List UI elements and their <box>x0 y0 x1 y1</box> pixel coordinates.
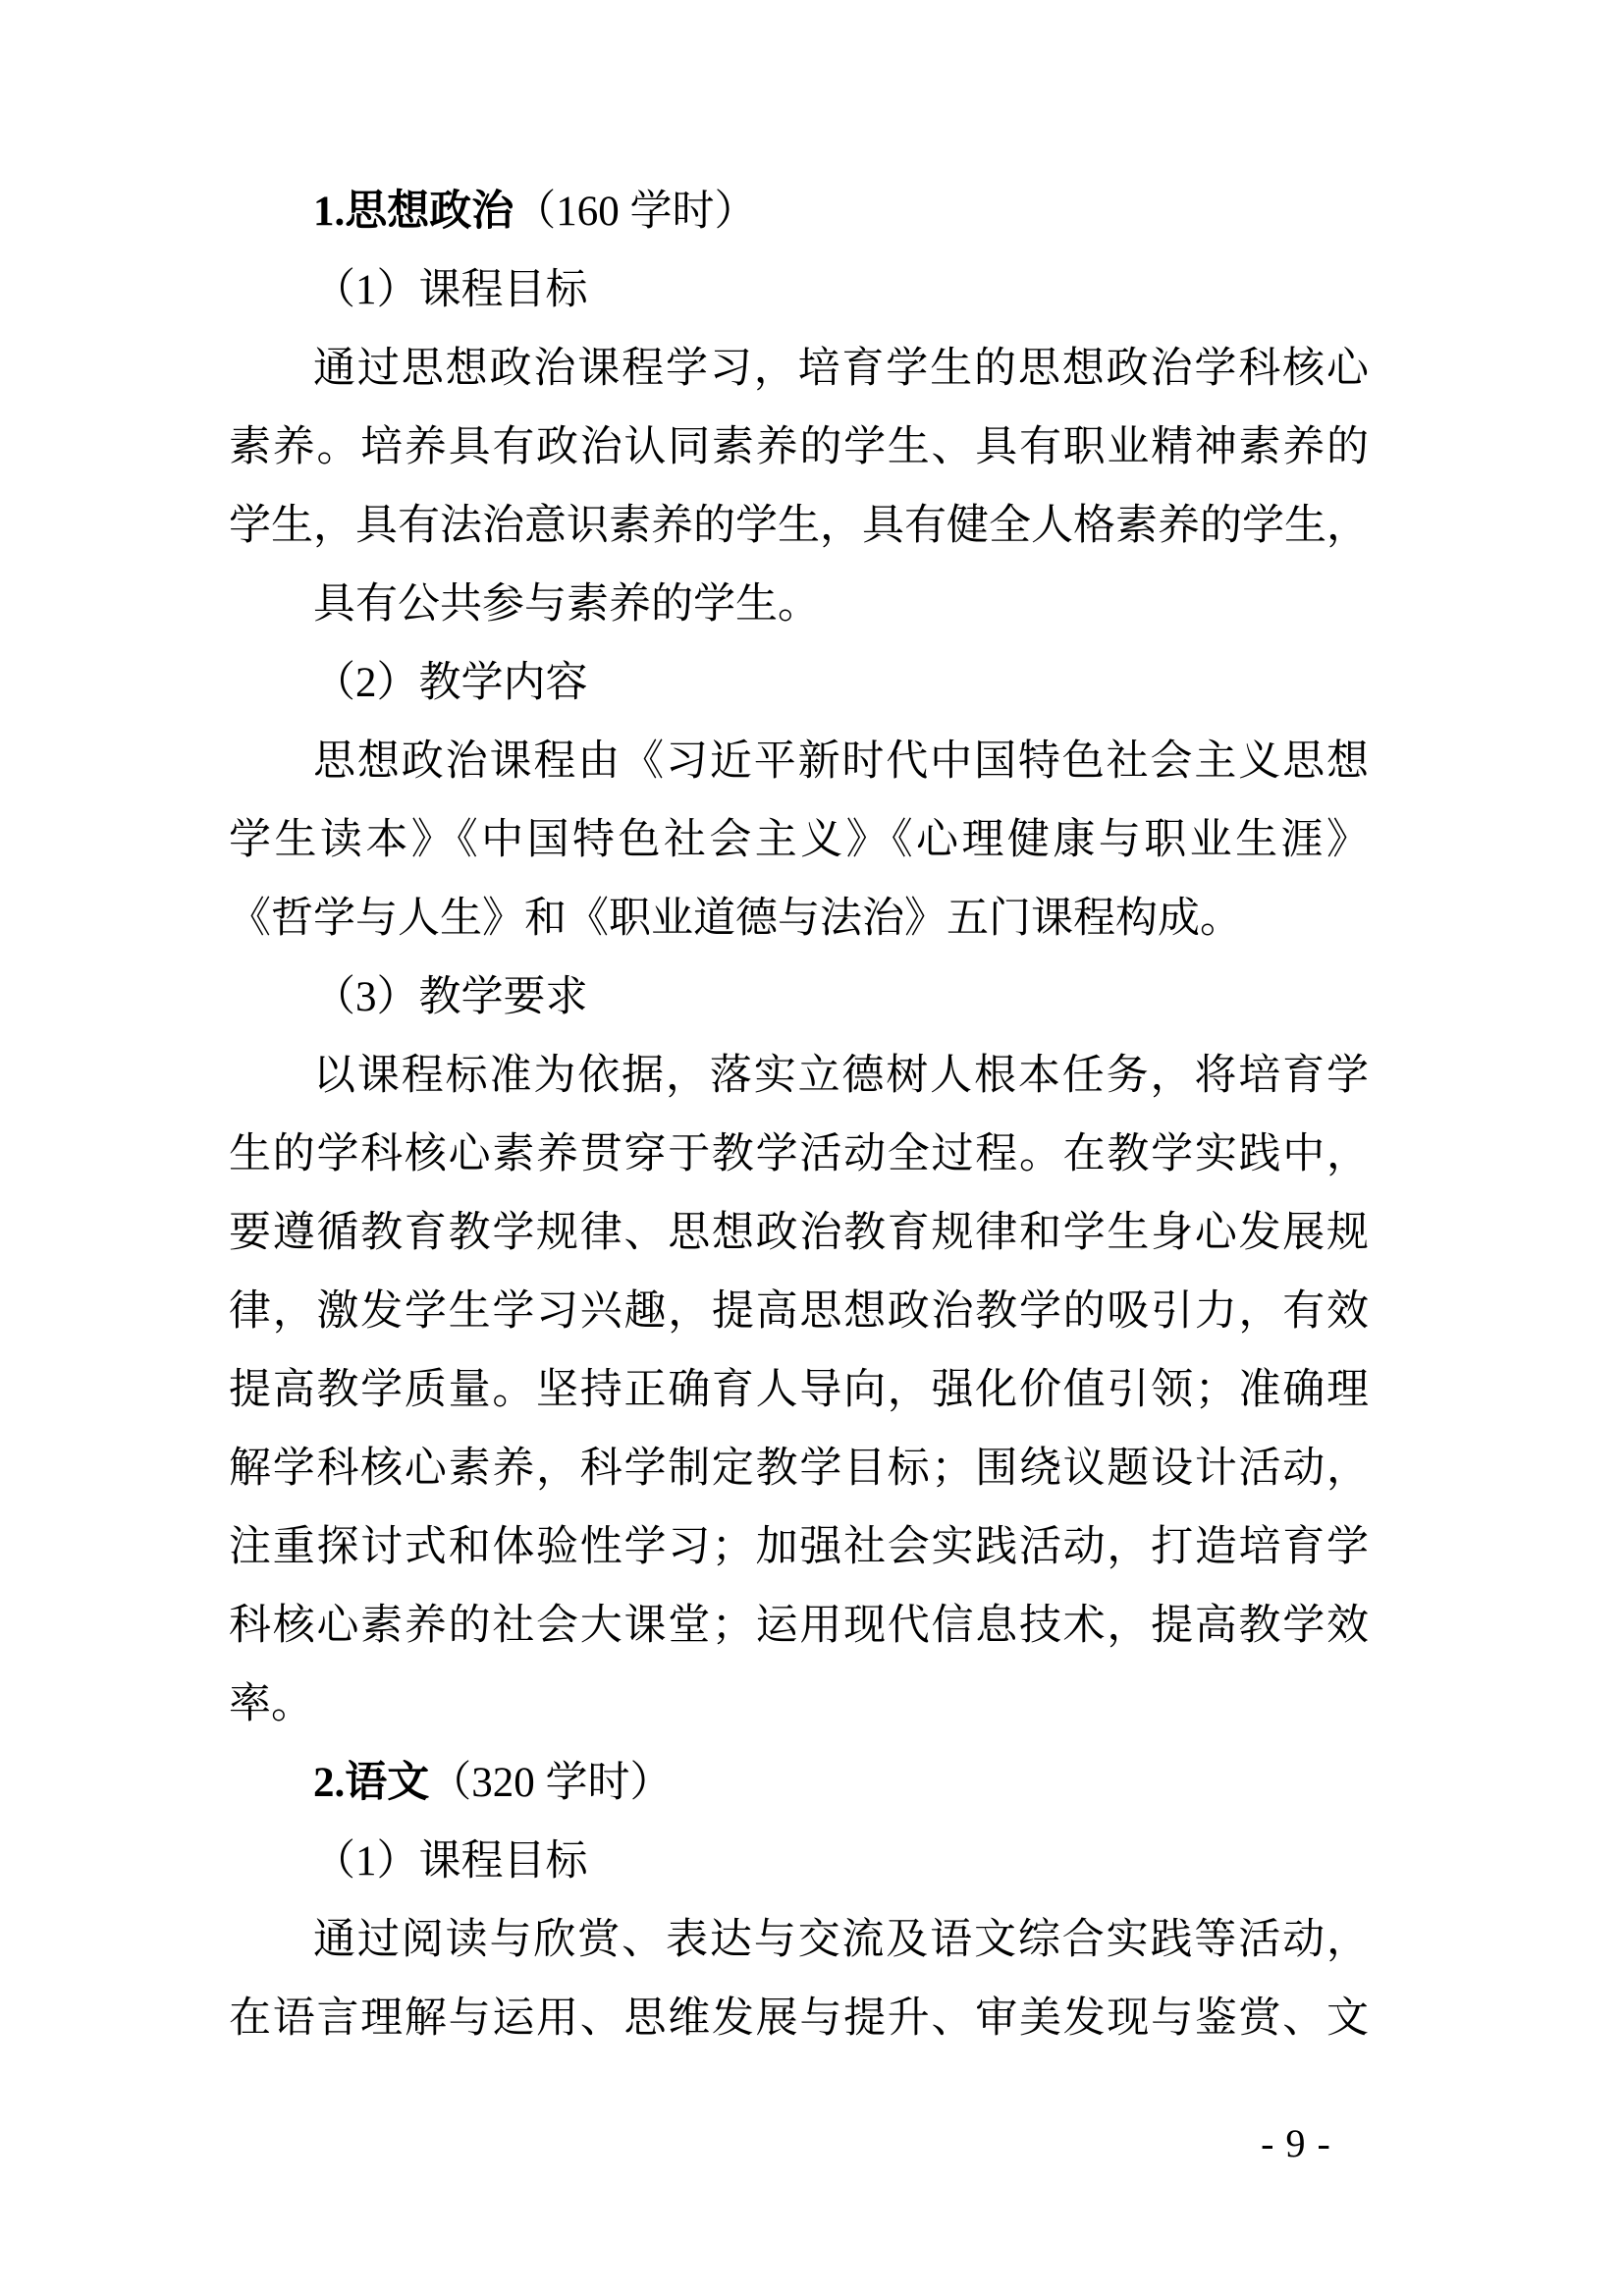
section-heading-2-hours: （320 学时） <box>429 1760 673 1806</box>
paragraph-line: 在语言理解与运用、思维发展与提升、审美发现与鉴赏、文 <box>229 1995 1369 2042</box>
subheading-course-goals: （1）课程目标 <box>313 267 588 313</box>
paragraph-line: 提高教学质量。坚持正确育人导向，强化价值引领；准确理 <box>229 1367 1369 1413</box>
paragraph-line: 思想政治课程由《习近平新时代中国特色社会主义思想 <box>313 738 1369 785</box>
paragraph-line: 解学科核心素养，科学制定教学目标；围绕议题设计活动， <box>229 1446 1369 1492</box>
subheading-teaching-requirements: （3）教学要求 <box>313 974 588 1020</box>
paragraph-line: 以课程标准为依据，落实立德树人根本任务，将培育学 <box>313 1053 1369 1099</box>
paragraph-line: 学生读本》《中国特色社会主义》《心理健康与职业生涯》 <box>229 817 1369 863</box>
section-heading-2 <box>229 1744 1369 1823</box>
paragraph-line: 素养。培养具有政治认同素养的学生、具有职业精神素养的 <box>229 424 1369 470</box>
paragraph-line: 生的学科核心素养贯穿于教学活动全过程。在教学实践中， <box>229 1131 1369 1177</box>
paragraph-line: 律，激发学生学习兴趣，提高思想政治教学的吸引力，有效 <box>229 1288 1369 1335</box>
paragraph-line: 通过阅读与欣赏、表达与交流及语文综合实践等活动， <box>313 1917 1369 1963</box>
section-heading-2-title: 2.语文 <box>313 1760 430 1806</box>
paragraph-line: 学生，具有法治意识素养的学生，具有健全人格素养的学生， <box>229 503 1369 549</box>
paragraph-line: 《哲学与人生》和《职业道德与法治》五门课程构成。 <box>229 896 1242 942</box>
paragraph-line: 通过思想政治课程学习，培育学生的思想政治学科核心 <box>313 346 1369 392</box>
document-body <box>229 173 1369 2058</box>
page-number: - 9 - <box>1261 2121 1331 2165</box>
paragraph-line: 科核心素养的社会大课堂；运用现代信息技术，提高教学效 <box>229 1603 1369 1649</box>
section-heading-1-hours: （160 学时） <box>514 189 757 235</box>
section-heading-1-title: 1.思想政治 <box>313 189 514 235</box>
paragraph-line: 率。 <box>229 1681 313 1727</box>
paragraph-line: 要遵循教育教学规律、思想政治教育规律和学生身心发展规 <box>229 1210 1369 1256</box>
subheading-teaching-content: （2）教学内容 <box>313 660 588 706</box>
subheading-course-goals-2: （1）课程目标 <box>313 1838 588 1885</box>
paragraph-line: 注重探讨式和体验性学习；加强社会实践活动，打造培育学 <box>229 1524 1369 1570</box>
section-heading-1 <box>229 173 1369 251</box>
paragraph-line: 具有公共参与素养的学生。 <box>313 581 820 628</box>
